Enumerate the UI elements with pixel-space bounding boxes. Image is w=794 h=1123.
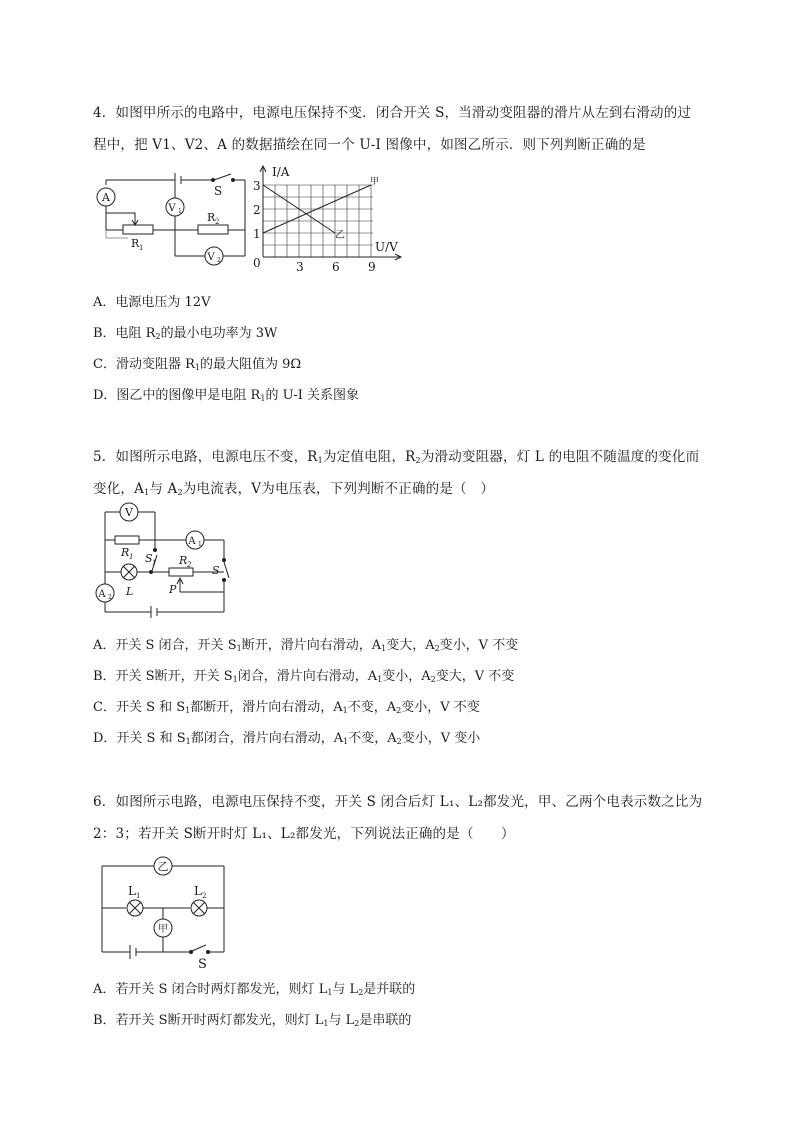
q4-graph-ylabel: I/A [272, 165, 290, 179]
q4-graph-xtick-3: 3 [296, 260, 304, 274]
q5-s-label: S [212, 564, 220, 577]
q5-line1-s2: 2 [415, 456, 421, 465]
q5-opt-d-s2: 1 [343, 737, 349, 746]
q6-stem-line1: 6．如图所示电路，电源电压保持不变，开关 S 闭合后灯 L₁、L₂都发光，甲、乙两个电表示数之比为 [93, 794, 703, 810]
q6-opt-a-s1: 1 [327, 988, 333, 997]
q5-line2-s1: 1 [144, 488, 150, 497]
q5-opt-d-4: 变小，V 变小 [401, 731, 481, 746]
q4-r1-sub: 1 [139, 244, 144, 252]
q5-opt-c-1: C．开关 S 和 S [93, 700, 186, 715]
q5-s1-label: S [145, 552, 153, 565]
q4-ui-graph [250, 163, 410, 278]
q6-opt-a-1: A．若开关 S 闭合时两灯都发光，则灯 L [93, 982, 328, 997]
q5-option-c [93, 696, 480, 715]
q4-option-d-text: D．图乙中的图像甲是电阻 R [93, 388, 261, 403]
q4-v1-sub: 1 [178, 208, 182, 215]
q5-a2-sub: 2 [108, 594, 112, 601]
q6-opt-b-3: 是串联的 [359, 1013, 412, 1028]
q4-option-b-text: B．电阻 R [93, 326, 156, 341]
q6-circuit-diagram [96, 850, 246, 970]
q5-opt-d-s3: 2 [396, 737, 402, 746]
q6-stem-line2: 2：3；若开关 S断开时灯 L₁、L₂都发光，下列说法正确的是（ ） [93, 826, 515, 842]
q4-v2-sub: 2 [217, 257, 221, 264]
q6-switch-label: S [198, 957, 207, 972]
q5-stem-line2 [93, 477, 494, 497]
q5-r1-label: R [121, 546, 130, 559]
q5-line1-b: 为定值电阻，R [322, 449, 416, 465]
q5-a1-label: A [188, 536, 196, 547]
q4-r2-label: R [207, 211, 216, 224]
q5-opt-a-s1: 1 [236, 644, 242, 653]
q6-opt-b-1: B．若开关 S断开时两灯都发光，则灯 L [93, 1013, 324, 1028]
q5-opt-b-s3: 2 [430, 675, 436, 684]
q4-option-c-sub: 1 [194, 363, 200, 372]
q5-slider-label: P [169, 583, 177, 596]
q6-meter-jia-label: 甲 [158, 924, 168, 935]
q4-stem-line2: 程中，把 V1、V2、A 的数据描绘在同一个 U-I 图像中，如图乙所示．则下列判断正确的是 [93, 137, 646, 153]
q6-opt-a-3: 是并联的 [363, 982, 416, 997]
q5-line2-a: 变化，A [93, 481, 145, 497]
q4-graph-ytick-2: 2 [253, 203, 261, 217]
q5-option-a [93, 634, 518, 653]
q5-opt-c-4: 变小，V 不变 [401, 700, 480, 715]
q5-opt-a-s2: 1 [381, 644, 387, 653]
q5-opt-b-s2: 1 [377, 675, 383, 684]
q4-option-d-text2: 的 U-I 关系图象 [265, 388, 359, 403]
q5-opt-c-2: 都断开，滑片向右滑动，A [190, 700, 343, 715]
q4-graph-xtick-9: 9 [368, 260, 376, 274]
q6-opt-b-s1: 1 [323, 1019, 329, 1028]
q4-option-d [93, 384, 359, 403]
q6-meter-yi-label: 乙 [157, 860, 169, 873]
q6-opt-b-s2: 2 [354, 1019, 360, 1028]
q5-opt-b-3: 变小，A [382, 669, 431, 684]
q5-option-b [93, 665, 514, 684]
q4-graph-origin: 0 [253, 256, 261, 270]
q6-option-b [93, 1009, 411, 1028]
q4-option-d-sub: 1 [260, 394, 266, 403]
q4-r2-sub: 2 [215, 218, 220, 226]
q5-opt-b-4: 变大，V 不变 [435, 669, 515, 684]
q5-a2-label: A [98, 589, 106, 600]
q5-a1-sub: 1 [198, 541, 202, 548]
q4-switch-label: S [214, 184, 223, 198]
q4-option-b-text2: 的最小电功率为 3W [160, 326, 278, 341]
q4-option-a: A．电源电压为 12V [93, 295, 211, 310]
q5-opt-b-1: B．开关 S断开，开关 S [93, 669, 233, 684]
q5-s1-sub: 1 [152, 559, 157, 567]
q4-circuit-diagram [93, 168, 263, 268]
q6-opt-a-2: 与 L [332, 982, 359, 997]
q4-curve-jia-label: 甲 [370, 177, 380, 187]
q5-opt-c-3: 不变，A [347, 700, 397, 715]
q5-r2-sub: 2 [187, 561, 192, 569]
q5-voltmeter-label: V [125, 506, 133, 519]
q4-graph-xlabel: U/V [375, 240, 398, 254]
q6-option-a [93, 978, 415, 997]
q5-opt-b-2: 闭合，滑片向右滑动，A [237, 669, 378, 684]
q4-option-c [93, 353, 301, 372]
q5-opt-c-s2: 1 [342, 706, 348, 715]
q5-opt-c-s3: 2 [396, 706, 402, 715]
q4-graph-xtick-6: 6 [332, 260, 340, 274]
q5-line2-b: 与 A [149, 481, 178, 497]
q5-opt-a-3: 变大，A [386, 638, 435, 653]
q6-l1-sub: 1 [136, 892, 141, 900]
q6-opt-a-s2: 2 [358, 988, 364, 997]
q5-opt-d-s1: 1 [185, 737, 191, 746]
q5-line1-c: 为滑动变阻器，灯 L 的电阻不随温度的变化而 [420, 449, 700, 465]
q4-graph-ytick-3: 3 [253, 179, 261, 193]
q4-v2-label: V [207, 252, 215, 263]
q5-opt-d-3: 不变，A [348, 731, 397, 746]
q5-opt-b-s1: 1 [232, 675, 238, 684]
q5-r2-label: R [179, 554, 188, 567]
q5-line1-a: 5．如图所示电路，电源电压不变，R [93, 449, 318, 465]
q4-curve-yi-label: 乙 [335, 230, 345, 241]
q5-r1-sub: 1 [129, 553, 134, 561]
q5-opt-d-2: 都闭合，滑片向右滑动，A [190, 731, 344, 746]
q4-option-c-text2: 的最大阻值为 9Ω [199, 357, 302, 372]
q4-stem-line1: 4．如图甲所示的电路中，电源电压保持不变．闭合开关 S，当滑动变阻器的滑片从左到右滑动的过 [93, 105, 692, 121]
q4-option-b-sub: 2 [155, 332, 161, 341]
q5-opt-a-s3: 2 [434, 644, 440, 653]
q4-v1-label: V [168, 203, 176, 214]
q4-r1-label: R [131, 237, 140, 250]
q6-l2-sub: 2 [202, 892, 207, 900]
q5-opt-a-1: A．开关 S 闭合，开关 S [93, 638, 237, 653]
q4-ammeter-label: A [102, 191, 110, 204]
q5-opt-c-s1: 1 [185, 706, 191, 715]
q5-opt-a-2: 断开，滑片向右滑动，A [241, 638, 382, 653]
q5-line2-s2: 2 [177, 488, 183, 497]
q6-l1-label: L [128, 884, 136, 898]
q5-line1-s1: 1 [317, 456, 323, 465]
q5-option-d [93, 727, 480, 746]
q6-opt-b-2: 与 L [328, 1013, 355, 1028]
q4-option-b [93, 322, 277, 341]
q5-line2-c: 为电流表，V为电压表，下列判断不正确的是（ ） [182, 481, 495, 497]
q6-l2-label: L [194, 884, 202, 898]
q4-graph-ytick-1: 1 [253, 227, 261, 241]
q5-circuit-diagram [93, 500, 243, 625]
q5-opt-d-1: D．开关 S 和 S [93, 731, 186, 746]
q5-stem-line1 [93, 445, 699, 465]
q4-option-c-text: C．滑动变阻器 R [93, 357, 195, 372]
q5-lamp-label: L [126, 585, 134, 598]
q5-opt-a-4: 变小，V 不变 [439, 638, 519, 653]
